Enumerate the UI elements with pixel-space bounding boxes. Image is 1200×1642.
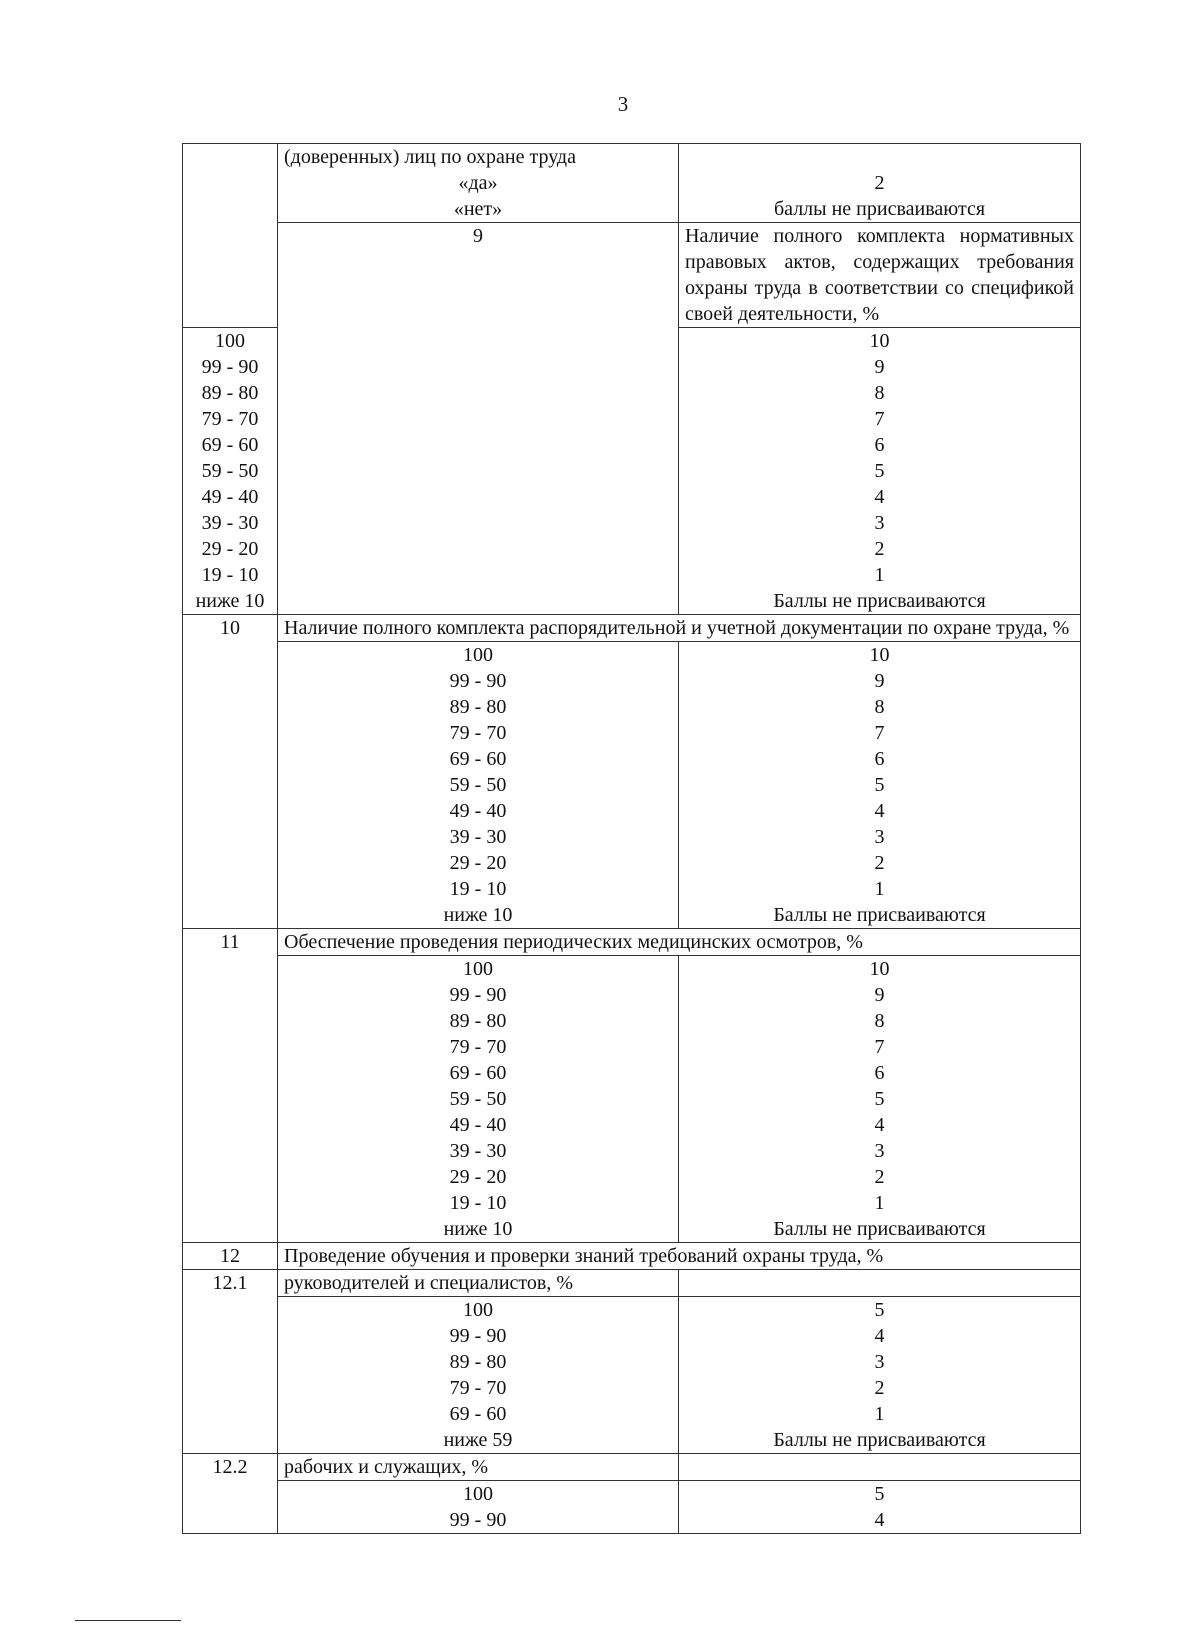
value-range: 49 - 40: [449, 800, 507, 822]
points-value: 4: [874, 1325, 885, 1347]
points-value: 1: [874, 564, 885, 586]
value-range: 29 - 20: [449, 1166, 507, 1188]
value-range: «нет»: [453, 198, 503, 220]
points-value: 6: [874, 1062, 885, 1084]
page-number: 3: [617, 92, 629, 116]
points-value: Баллы не присваиваются: [773, 590, 986, 612]
value-range: 89 - 80: [449, 696, 507, 718]
points-value: 1: [874, 878, 885, 900]
value-range: 19 - 10: [201, 564, 259, 586]
value-range: 79 - 70: [201, 408, 259, 430]
points-value: Баллы не присваиваются: [773, 1218, 986, 1240]
points-value: 5: [874, 1088, 885, 1110]
points-value: 10: [869, 644, 890, 666]
criterion-header-row: [183, 929, 1081, 956]
row-number: [183, 144, 278, 328]
points-value: 1: [874, 1403, 885, 1425]
value-range: ниже 10: [443, 904, 513, 926]
value-range: 99 - 90: [449, 670, 507, 692]
points-value: 10: [869, 330, 890, 352]
value-range: ниже 10: [443, 1218, 513, 1240]
value-range: 89 - 80: [449, 1010, 507, 1032]
value-range: 99 - 90: [201, 356, 259, 378]
points-value: 4: [874, 800, 885, 822]
criterion-values: [278, 642, 679, 929]
value-range: 29 - 20: [201, 538, 259, 560]
criterion-points: [679, 1297, 1081, 1454]
row-number: 12.2: [183, 1454, 278, 1534]
criterion-header-row: [183, 1243, 1081, 1270]
value-range: 69 - 60: [201, 434, 259, 456]
criterion-values: [278, 956, 679, 1243]
points-value: 5: [874, 460, 885, 482]
criterion-label: Проведение обучения и проверки знаний требований охраны труда, %: [278, 1243, 1081, 1270]
points-value: 8: [874, 1010, 885, 1032]
value-range: 89 - 80: [449, 1351, 507, 1373]
points-value: 7: [874, 408, 885, 430]
criterion-label: (доверенных) лиц по охране труда: [284, 146, 576, 168]
criterion-values: [278, 1297, 679, 1454]
points-value: Баллы не присваиваются: [773, 1429, 986, 1451]
points-value: 7: [874, 1036, 885, 1058]
criteria-table: [182, 143, 1081, 1534]
subcriterion-header-row: [183, 1270, 1081, 1297]
points-value: 3: [874, 512, 885, 534]
value-range: 69 - 60: [449, 748, 507, 770]
continuation-row: [183, 144, 1081, 223]
row-number: 11: [183, 929, 278, 1243]
criterion-label: Обеспечение проведения периодических медицинских осмотров, %: [278, 929, 1081, 956]
value-range: 100: [463, 1299, 493, 1321]
points-value: 2: [874, 1166, 885, 1188]
value-range: 49 - 40: [449, 1114, 507, 1136]
points-value: 7: [874, 722, 885, 744]
value-range: 19 - 10: [449, 1192, 507, 1214]
value-range: 99 - 90: [449, 984, 507, 1006]
row-number: 10: [183, 615, 278, 929]
points-value: 8: [874, 382, 885, 404]
criterion-values-row: [183, 1297, 1081, 1454]
points-value: 9: [874, 356, 885, 378]
points-value: 4: [874, 1114, 885, 1136]
criterion-points: [679, 144, 1081, 223]
value-range: 79 - 70: [449, 722, 507, 744]
value-range: 39 - 30: [201, 512, 259, 534]
criterion-values-row: [183, 956, 1081, 1243]
value-range: 99 - 90: [449, 1325, 507, 1347]
points-value: 2: [874, 538, 885, 560]
points-value: 3: [874, 1351, 885, 1373]
points-value: 3: [874, 826, 885, 848]
value-range: 79 - 70: [449, 1036, 507, 1058]
value-range: 59 - 50: [449, 774, 507, 796]
points-value: 5: [874, 1483, 885, 1505]
empty-cell: [679, 1270, 1081, 1297]
points-value: 2: [874, 852, 885, 874]
criterion-points: [679, 328, 1081, 615]
points-value: 10: [869, 958, 890, 980]
criterion-values: [278, 144, 679, 223]
value-range: 69 - 60: [449, 1062, 507, 1084]
empty-cell: [679, 1454, 1081, 1481]
criterion-values-row: [183, 642, 1081, 929]
value-range: 59 - 50: [201, 460, 259, 482]
points-value: Баллы не присваиваются: [773, 904, 986, 926]
points-value: 8: [874, 696, 885, 718]
value-range: 69 - 60: [449, 1403, 507, 1425]
value-range: 100: [463, 644, 493, 666]
criterion-header-row: [183, 223, 1081, 328]
points-value: 2: [874, 1377, 885, 1399]
value-range: ниже 59: [443, 1429, 513, 1451]
criterion-values: [183, 328, 278, 615]
points-value: 9: [874, 670, 885, 692]
criterion-points: [679, 956, 1081, 1243]
value-range: «да»: [458, 172, 498, 194]
value-range: 100: [215, 330, 245, 352]
row-number: 12.1: [183, 1270, 278, 1454]
points-value: баллы не присваиваются: [773, 198, 986, 220]
value-range: 49 - 40: [201, 486, 259, 508]
value-range: ниже 10: [195, 590, 265, 612]
value-range: 39 - 30: [449, 1140, 507, 1162]
points-value: 5: [874, 1299, 885, 1321]
subcriterion-header-row: [183, 1454, 1081, 1481]
points-value: 4: [874, 486, 885, 508]
criterion-label: рабочих и служащих, %: [278, 1454, 679, 1481]
points-value: 6: [874, 748, 885, 770]
points-value: 5: [874, 774, 885, 796]
criterion-points: [679, 642, 1081, 929]
value-range: 39 - 30: [449, 826, 507, 848]
value-range: 89 - 80: [201, 382, 259, 404]
value-range: 59 - 50: [449, 1088, 507, 1110]
row-number: 12: [183, 1243, 278, 1270]
footer-rule: [75, 1620, 181, 1621]
criterion-header-row: [183, 615, 1081, 642]
criterion-values-row: [183, 1481, 1081, 1534]
points-value: 1: [874, 1192, 885, 1214]
row-number: 9: [278, 223, 679, 615]
points-value: 6: [874, 434, 885, 456]
value-range: 79 - 70: [449, 1377, 507, 1399]
value-range: 19 - 10: [449, 878, 507, 900]
criterion-label: Наличие полного комплекта нормативных правовых актов, содержащих требования охраны труда в соответствии со спецификой своей деятельности, %: [679, 223, 1081, 328]
value-range: 29 - 20: [449, 852, 507, 874]
points-value: 9: [874, 984, 885, 1006]
criterion-label: руководителей и специалистов, %: [278, 1270, 679, 1297]
points-value: 3: [874, 1140, 885, 1162]
criterion-label: Наличие полного комплекта распорядительной и учетной документации по охране труда, %: [278, 615, 1081, 642]
value-range: 100: [463, 958, 493, 980]
criterion-points: [679, 1481, 1081, 1534]
points-value: 2: [874, 172, 885, 194]
value-range: 99 - 90: [449, 1509, 507, 1531]
value-range: 100: [463, 1483, 493, 1505]
points-value: 4: [874, 1509, 885, 1531]
criterion-values: [278, 1481, 679, 1534]
